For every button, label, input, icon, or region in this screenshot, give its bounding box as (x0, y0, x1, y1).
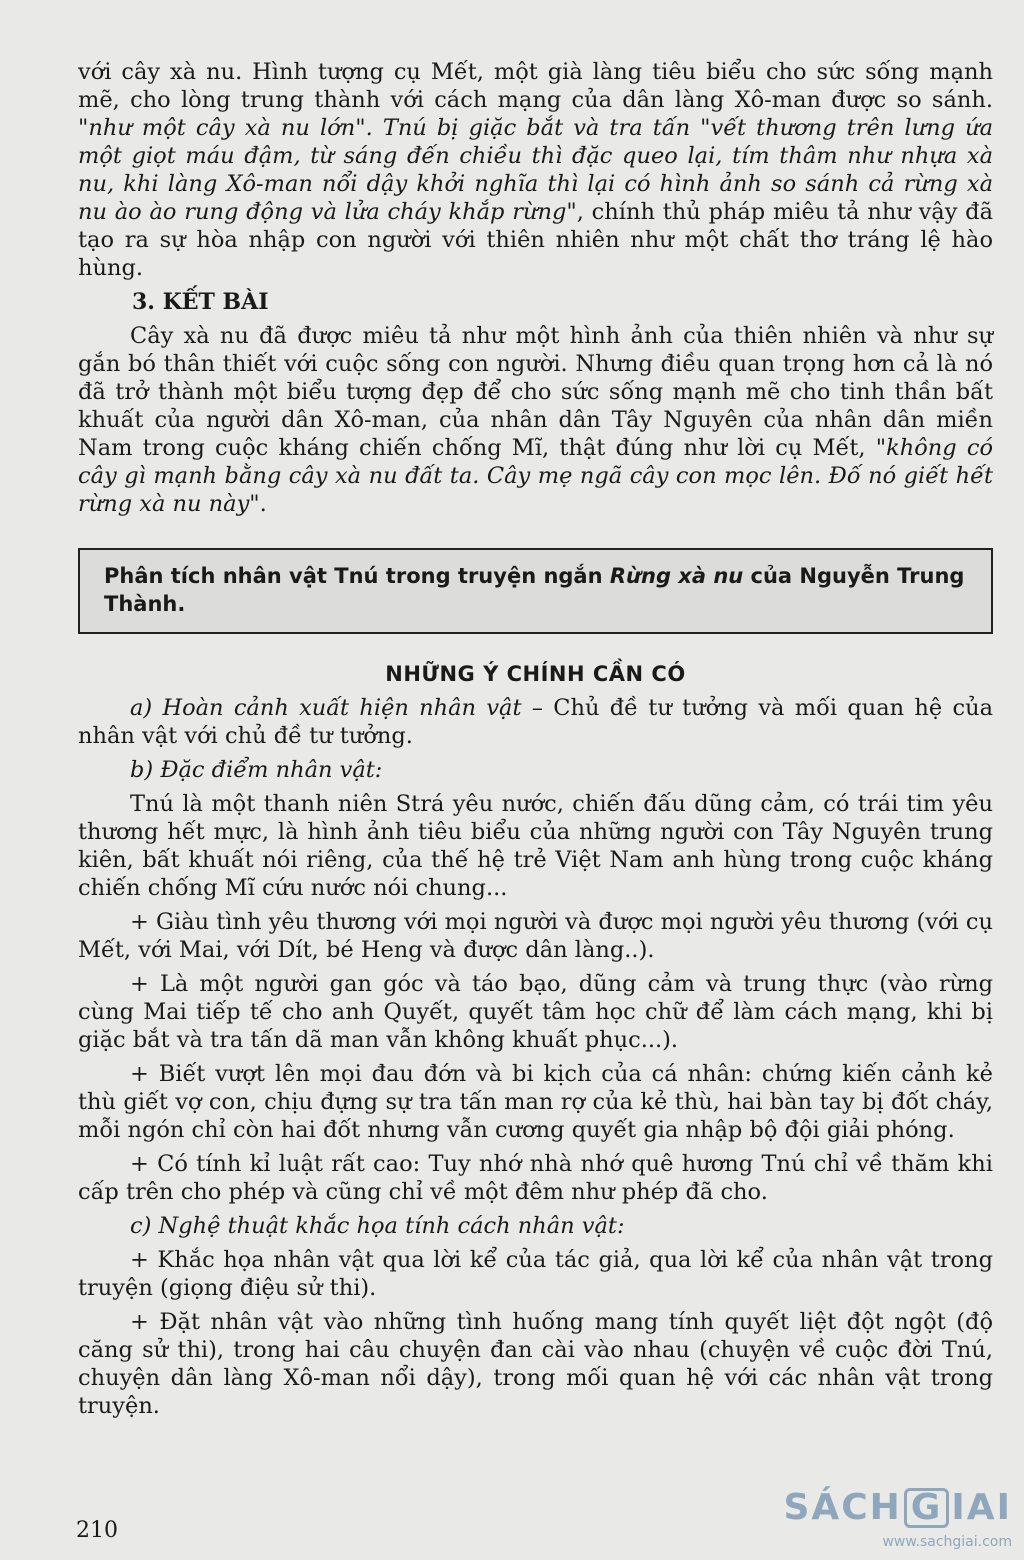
page-number: 210 (76, 1518, 118, 1543)
brand-g-icon: G (904, 1488, 950, 1528)
point-b-item: + Có tính kỉ luật rất cao: Tuy nhớ nhà nhớ quê hương Tnú chỉ về thăm khi cấp trên cho phép và cũng chỉ về một đêm như phép đã cho. (78, 1151, 993, 1205)
brand-text: IAI (951, 1487, 1012, 1528)
page-content (78, 58, 993, 1420)
point-a (78, 694, 993, 750)
topic-text: của Nguyễn Trung Thành. (104, 564, 965, 616)
topic-box (78, 548, 993, 634)
point-c-label: c) Nghệ thuật khắc họa tính cách nhân vật: (130, 1213, 625, 1239)
paragraph-continued (78, 58, 993, 282)
text-run: , chính thủ pháp miêu tả như vậy đã tạo ra sự hòa nhập con người với thiên nhiên như một chất thơ tráng lệ hào hùng. (78, 199, 994, 281)
point-b-item: + Là một người gan góc và táo bạo, dũng cảm và trung thực (vào rừng cùng Mai tiếp tế cho anh Quyết, quyết tâm học chữ để làm cách mạng, khi bị giặc bắt và tra tấn dã man vẫn không khuất phục...). (78, 971, 993, 1053)
point-b-intro: Tnú là một thanh niên Strá yêu nước, chiến đấu dũng cảm, có trái tim yêu thương hết mực, là hình ảnh tiêu biểu của những người con Tây Nguyên trung kiên, bất khuất nói riêng, của thế hệ trẻ Việt Nam anh hùng trong cuộc kháng chiến chống Mĩ cứu nước nói chung... (78, 791, 993, 901)
text-run: Cây xà nu đã được miêu tả như một hình ảnh của thiên nhiên và như sự gắn bó thân thiết với cuộc sống con người. Nhưng điều quan trọng hơn cả là nó đã trở thành một biểu tượng đẹp để cho sức sống mạnh mẽ cho tinh thần bất khuất của người dân Xô-man, của nhân dân Tây Nguyên của nhân dân miền Nam trong cuộc kháng chiến chống Mĩ, thật đúng như lời cụ Mết, (78, 323, 993, 461)
point-c-item: + Khắc họa nhân vật qua lời kể của tác giả, qua lời kể của nhân vật trong truyện (giọng điệu sử thi). (78, 1247, 993, 1301)
watermark-url: www.sachgiai.com (882, 1534, 1012, 1550)
watermark-brand (783, 1488, 1012, 1528)
section-heading: 3. KẾT BÀI (132, 289, 269, 315)
watermark-logo (783, 1488, 1012, 1550)
point-b-label: b) Đặc điểm nhân vật: (130, 757, 383, 783)
topic-title-italic: Rừng xà nu (609, 564, 744, 588)
point-text: – Chủ đề tư tưởng và mối quan hệ của nhân vật với chủ đề tư tưởng. (78, 695, 993, 749)
point-b-item: + Biết vượt lên mọi đau đớn và bi kịch của cá nhân: chứng kiến cảnh kẻ thù giết vợ con, chịu đựng sự tra tấn man rợ của kẻ thù, hai bàn tay bị đốt cháy, mỗi ngón chỉ còn hai đốt nhưng vẫn cương quyết gia nhập bộ đội giải phóng. (78, 1061, 993, 1143)
section-subtitle: NHỮNG Ý CHÍNH CẦN CÓ (385, 662, 686, 686)
point-label: a) Hoàn cảnh xuất hiện nhân vật (130, 695, 522, 721)
conclusion-paragraph (78, 322, 993, 518)
text-run: với cây xà nu. Hình tượng cụ Mết, một già làng tiêu biểu cho sức sống mạnh mẽ, cho lòng trung thành với cách mạng của dân làng Xô-man được so sánh. (78, 59, 993, 113)
quote-italic: "không có cây gì mạnh bằng cây xà nu đất ta. Cây mẹ ngã cây con mọc lên. Đố nó giết hết rừng xà nu này" (78, 435, 993, 517)
text-run: . (259, 491, 267, 517)
brand-text: SÁCH (783, 1487, 902, 1528)
quote-italic: "như một cây xà nu lớn". Tnú bị giặc bắt và tra tấn "vết thương trên lưng ứa một giọt máu đậm, từ sáng đến chiều thì đặc queo lại, tím thâm như nhựa xà nu, khi làng Xô-man nổi dậy khởi nghĩa thì lại có hình ảnh so sánh cả rừng xà nu ào ào rung động và lửa cháy khắp rừng" (78, 115, 993, 225)
topic-text: Phân tích nhân vật Tnú trong truyện ngắn (104, 564, 610, 588)
point-b-item: + Giàu tình yêu thương với mọi người và được mọi người yêu thương (với cụ Mết, với Mai, với Dít, bé Heng và được dân làng..). (78, 909, 993, 963)
point-c-item: + Đặt nhân vật vào những tình huống mang tính quyết liệt đột ngột (độ căng sử thi), trong hai câu chuyện đan cài vào nhau (chuyện về cuộc đời Tnú, chuyện dân làng Xô-man nổi dậy), trong mối quan hệ với các nhân vật trong truyện. (78, 1309, 993, 1419)
